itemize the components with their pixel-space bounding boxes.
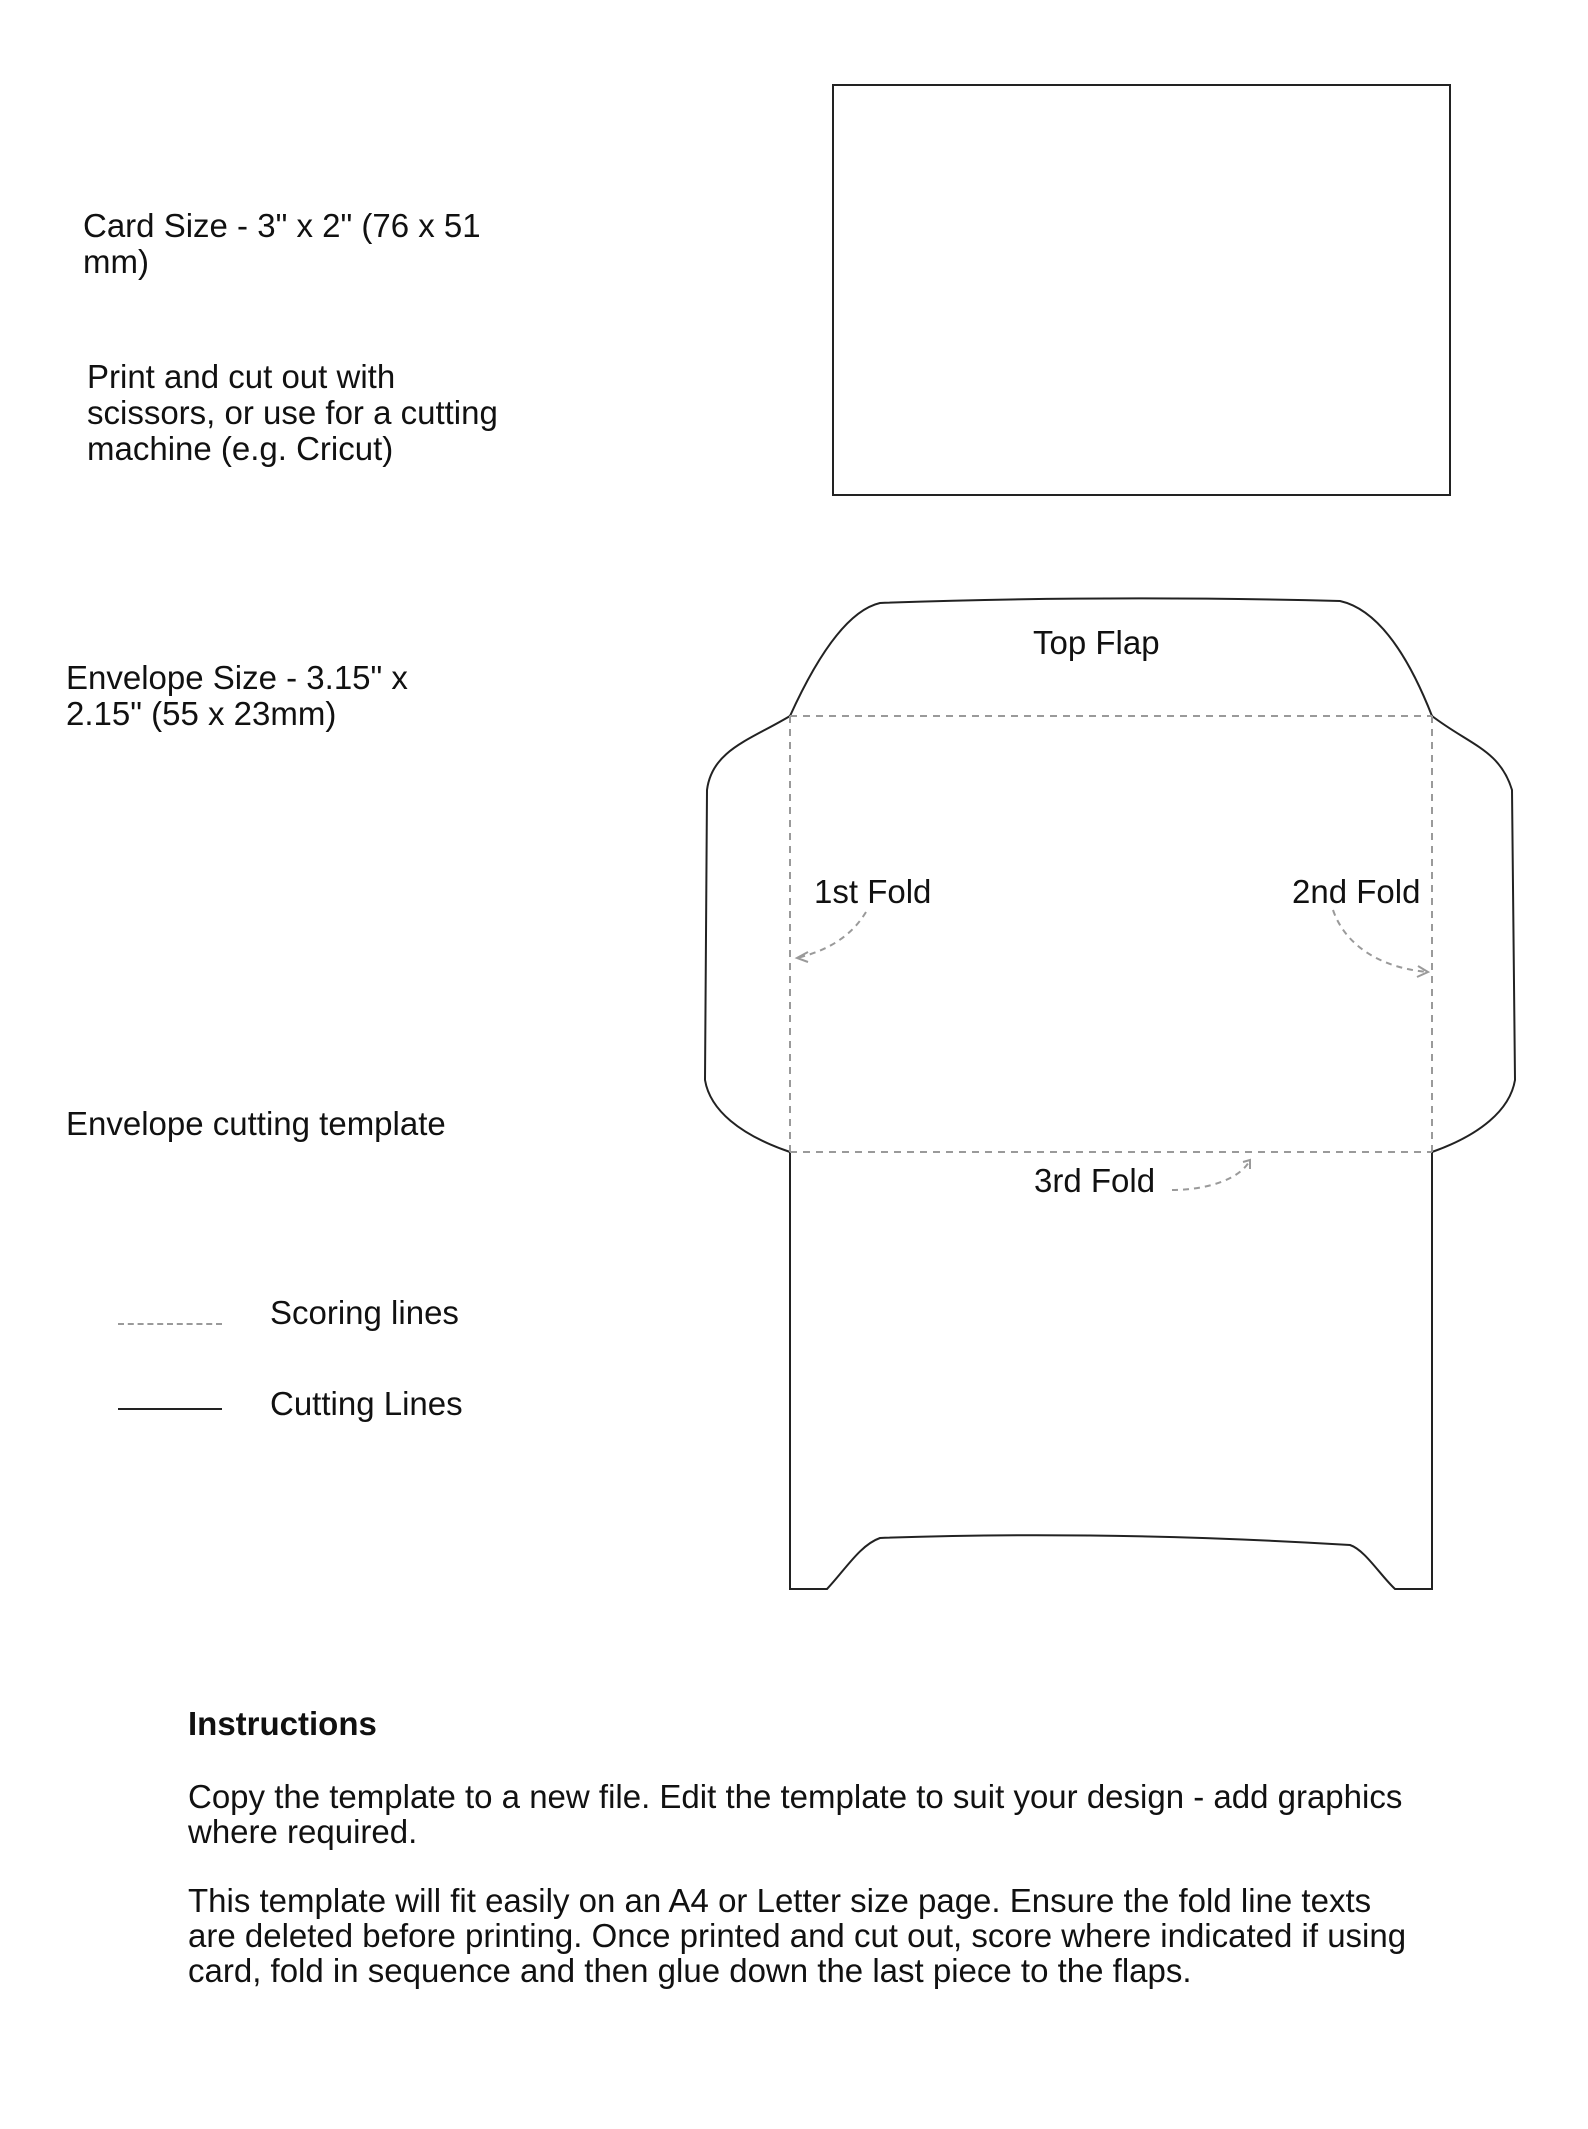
fold1-label: 1st Fold <box>814 873 932 910</box>
envelope-size-line-1: Envelope Size - 3.15" x <box>66 659 408 696</box>
fold3-arrow-icon <box>1172 1160 1250 1190</box>
envelope-template-label: Envelope cutting template <box>66 1105 446 1142</box>
para2-line-1: This template will fit easily on an A4 or Letter size page. Ensure the fold line texts <box>188 1882 1372 1919</box>
fold-arrows <box>797 910 1428 1190</box>
envelope-size-line-2: 2.15" (55 x 23mm) <box>66 695 337 732</box>
card-size-line-1: Card Size - 3" x 2" (76 x 51 <box>83 207 481 244</box>
fold1-arrow-icon <box>797 912 866 958</box>
cutting-lines-label: Cutting Lines <box>270 1385 463 1422</box>
fold3-label: 3rd Fold <box>1034 1162 1156 1199</box>
fold2-arrow-icon <box>1333 910 1428 972</box>
scoring-lines <box>790 716 1432 1152</box>
card-size-line-2: mm) <box>83 243 149 280</box>
para2-line-2: are deleted before printing. Once printed and cut out, score where indicated if using <box>188 1917 1407 1954</box>
fold2-label: 2nd Fold <box>1292 873 1421 910</box>
instructions-heading: Instructions <box>188 1705 377 1742</box>
scoring-lines-label: Scoring lines <box>270 1294 459 1331</box>
top-flap-label: Top Flap <box>1033 624 1160 661</box>
print-line-1: Print and cut out with <box>87 358 396 395</box>
para1-line-2: where required. <box>188 1813 418 1850</box>
instructions-paragraph-1 <box>188 1779 1402 1849</box>
fold-arrowheads <box>797 952 1428 1169</box>
para2-line-3: card, fold in sequence and then glue down the last piece to the flaps. <box>188 1952 1192 1989</box>
para1-line-1: Copy the template to a new file. Edit the template to suit your design - add graphics <box>188 1778 1403 1815</box>
instructions-paragraph-2 <box>188 1883 1406 1988</box>
print-line-2: scissors, or use for a cutting <box>87 394 498 431</box>
card-outline <box>833 85 1450 495</box>
envelope-cut-outline <box>705 598 1515 1589</box>
print-line-3: machine (e.g. Cricut) <box>87 430 394 467</box>
